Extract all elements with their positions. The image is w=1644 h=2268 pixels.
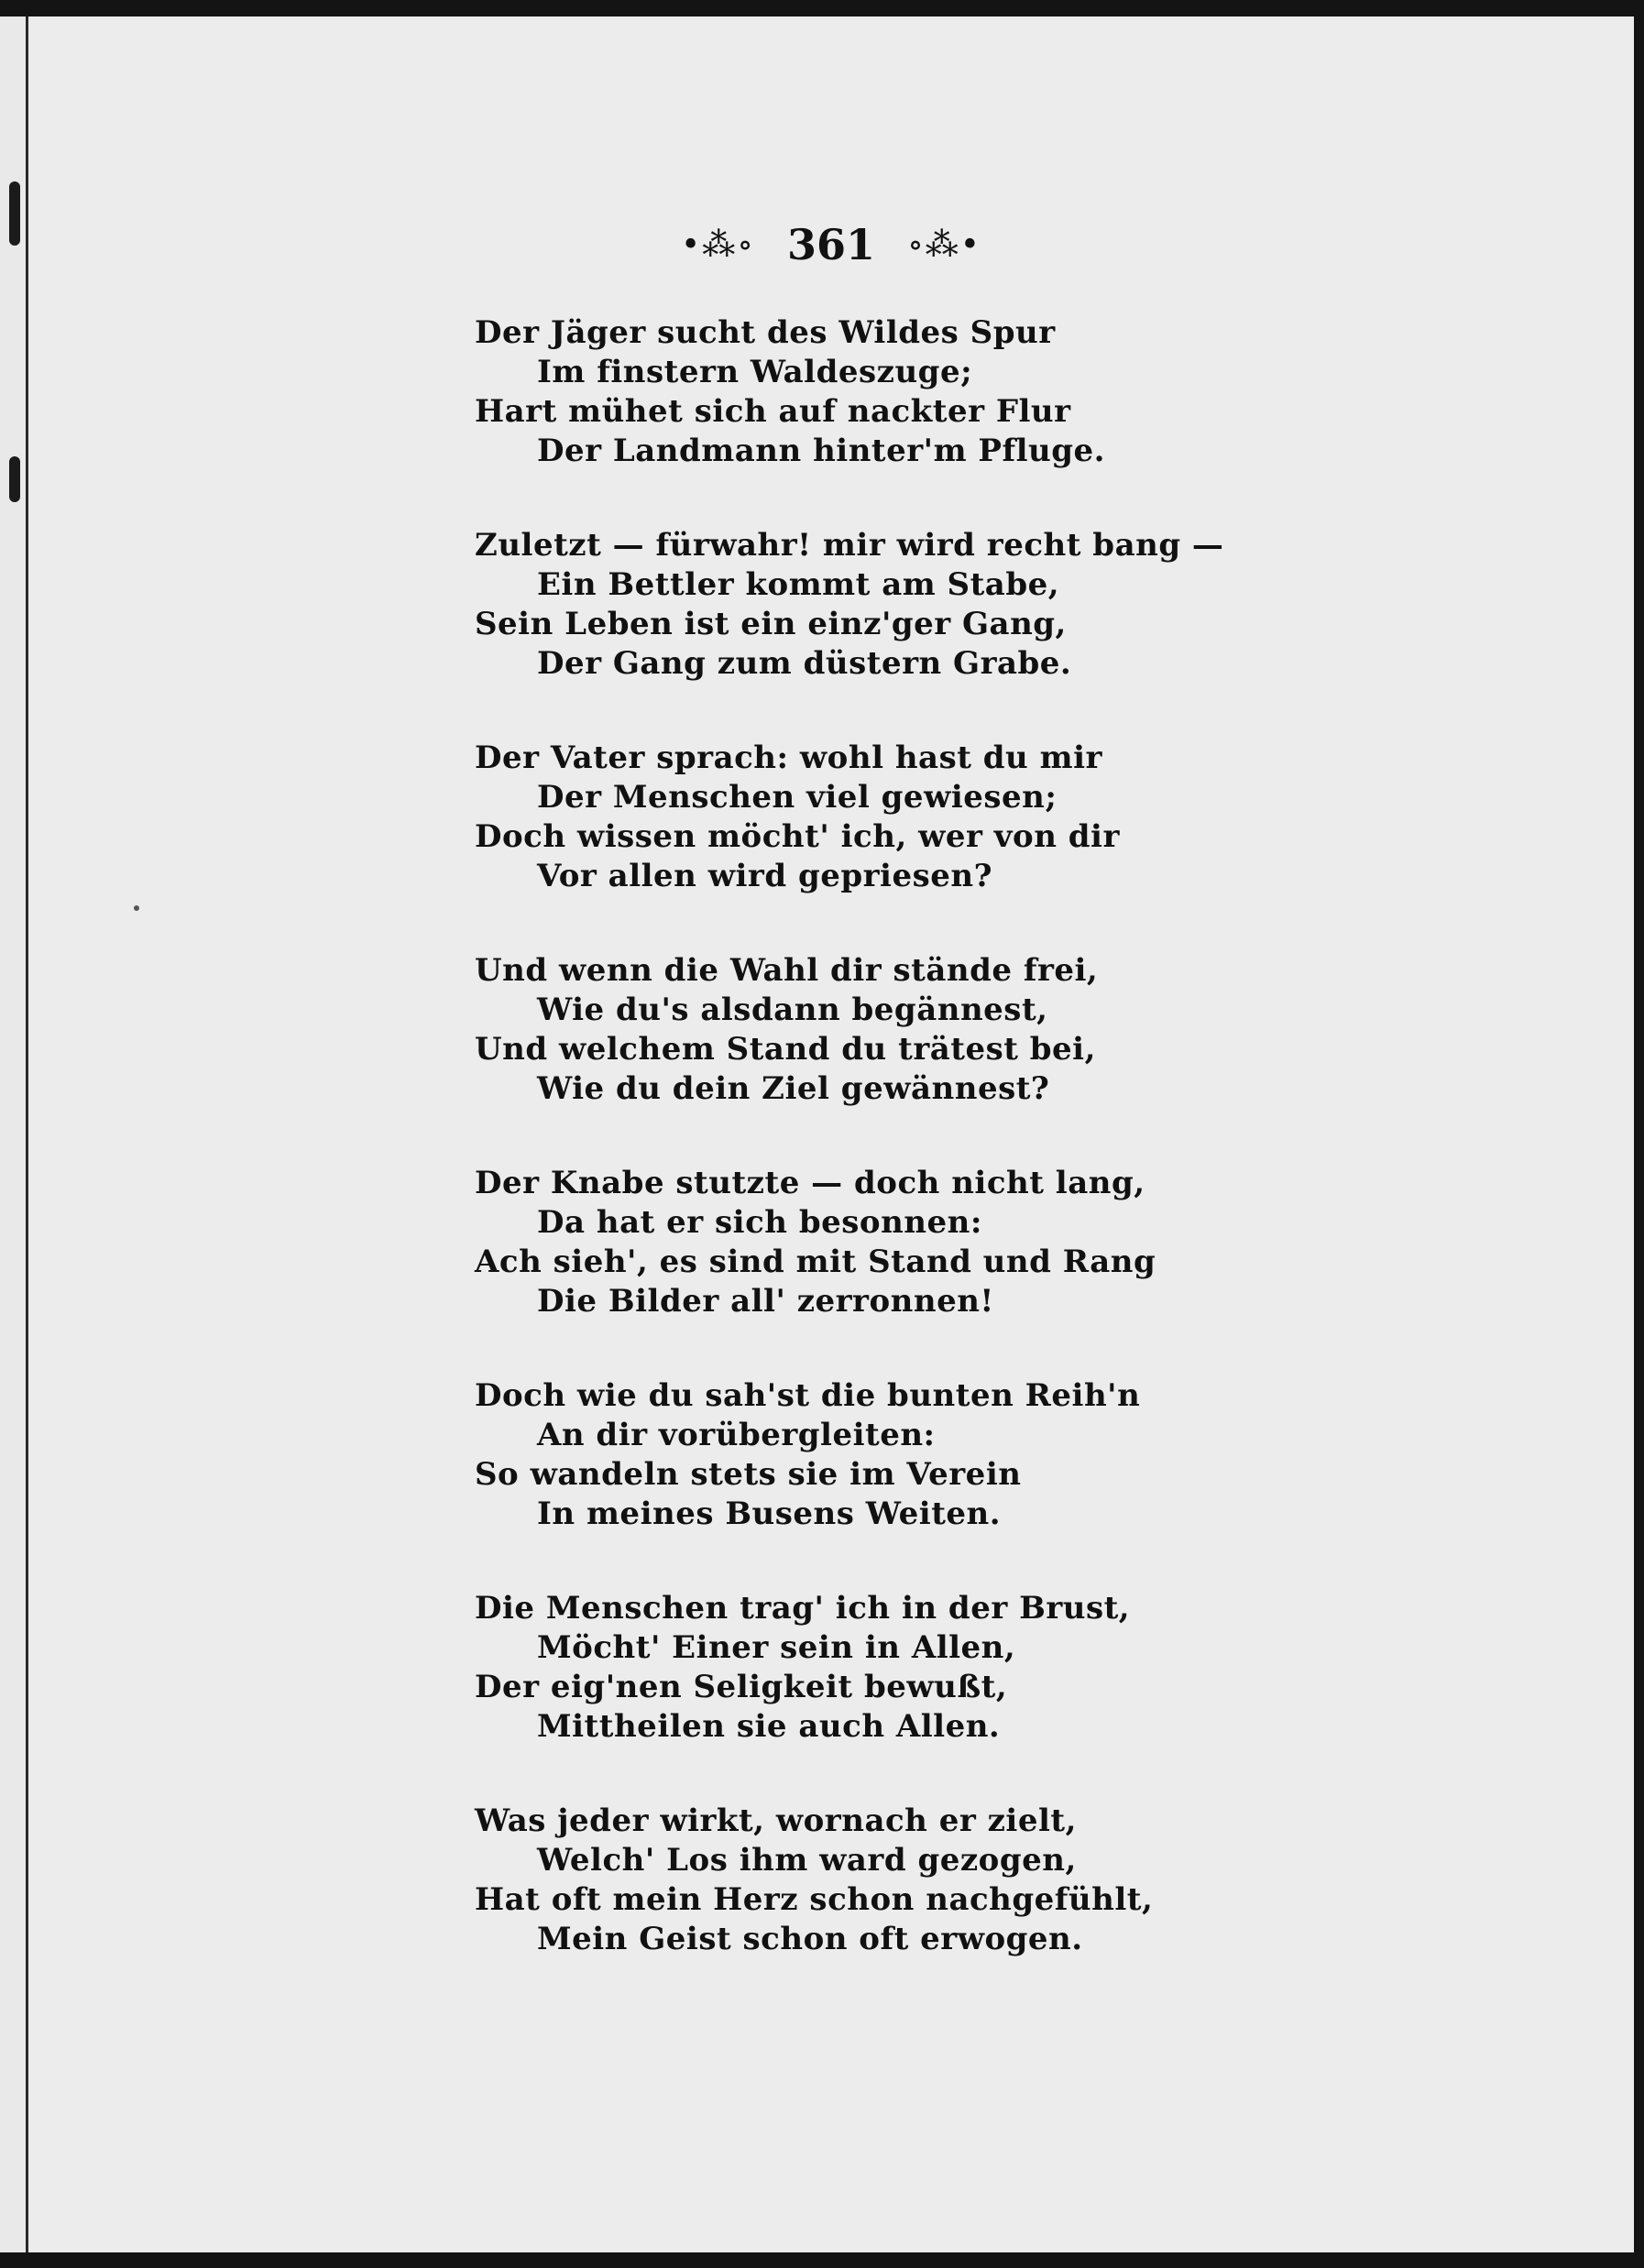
verse-line: Der Menschen viel gewiesen; [537, 779, 1058, 816]
verse-line: Der Vater sprach: wohl hast du mir [475, 740, 1102, 776]
page-number: 361 [786, 220, 876, 269]
book-page [26, 16, 1634, 2252]
verse-line: Wie du dein Ziel gewännest? [537, 1070, 1050, 1107]
verse-line: Und welchem Stand du trätest bei, [475, 1031, 1096, 1068]
verse-line: Zuletzt — fürwahr! mir wird recht bang — [475, 527, 1224, 564]
binding-mark [9, 456, 20, 502]
verse-line: Die Menschen trag' ich in der Brust, [475, 1590, 1131, 1627]
stanza [475, 1376, 1391, 1589]
verse-line: Doch wie du sah'st die bunten Reih'n [475, 1377, 1141, 1414]
verse-line: Doch wissen möcht' ich, wer von dir [475, 818, 1120, 855]
verse-line: An dir vorübergleiten: [537, 1417, 936, 1453]
stanza [475, 526, 1391, 739]
verse-line: Der eig'nen Seligkeit bewußt, [475, 1669, 1008, 1705]
binding-mark [9, 181, 20, 246]
paper-speck [134, 905, 139, 911]
verse-line: Hart mühet sich auf nackter Flur [475, 393, 1071, 430]
stanza [475, 951, 1391, 1164]
stanza [475, 739, 1391, 951]
verse-line: So wandeln stets sie im Verein [475, 1456, 1022, 1493]
stanza [475, 1164, 1391, 1376]
verse-line: Wie du's alsdann begännest, [537, 992, 1048, 1028]
verse-line: Die Bilder all' zerronnen! [537, 1283, 994, 1320]
stanza [475, 1802, 1391, 2014]
ornament-left-icon: •⁂∘ [681, 225, 755, 264]
verse-line: Hat oft mein Herz schon nachgefühlt, [475, 1881, 1154, 1918]
verse-line: Ein Bettler kommt am Stabe, [537, 566, 1060, 603]
poem [475, 313, 1391, 2014]
verse-line: Im finstern Waldeszuge; [537, 354, 973, 390]
verse-line: Da hat er sich besonnen: [537, 1204, 982, 1241]
verse-line: Mein Geist schon oft erwogen. [537, 1921, 1083, 1957]
verse-line: Was jeder wirkt, wornach er zielt, [475, 1802, 1077, 1839]
verse-line: Mittheilen sie auch Allen. [537, 1708, 1001, 1745]
verse-line: Vor allen wird gepriesen? [537, 858, 992, 894]
verse-line: Möcht' Einer sein in Allen, [537, 1629, 1016, 1666]
verse-line: Welch' Los ihm ward gezogen, [537, 1842, 1077, 1879]
ornament-right-icon: ∘⁂• [907, 225, 981, 264]
page-header [28, 220, 1634, 269]
verse-line: Der Knabe stutzte — doch nicht lang, [475, 1165, 1145, 1201]
verse-line: Und wenn die Wahl dir stände frei, [475, 952, 1099, 989]
verse-line: Sein Leben ist ein einz'ger Gang, [475, 606, 1067, 642]
stanza [475, 313, 1391, 526]
verse-line: Ach sieh', es sind mit Stand und Rang [475, 1244, 1156, 1280]
verse-line: Der Gang zum düstern Grabe. [537, 645, 1072, 682]
verse-line: Der Landmann hinter'm Pfluge. [537, 433, 1105, 469]
verse-line: Der Jäger sucht des Wildes Spur [475, 314, 1056, 351]
verse-line: In meines Busens Weiten. [537, 1496, 1002, 1532]
stanza [475, 1589, 1391, 1802]
